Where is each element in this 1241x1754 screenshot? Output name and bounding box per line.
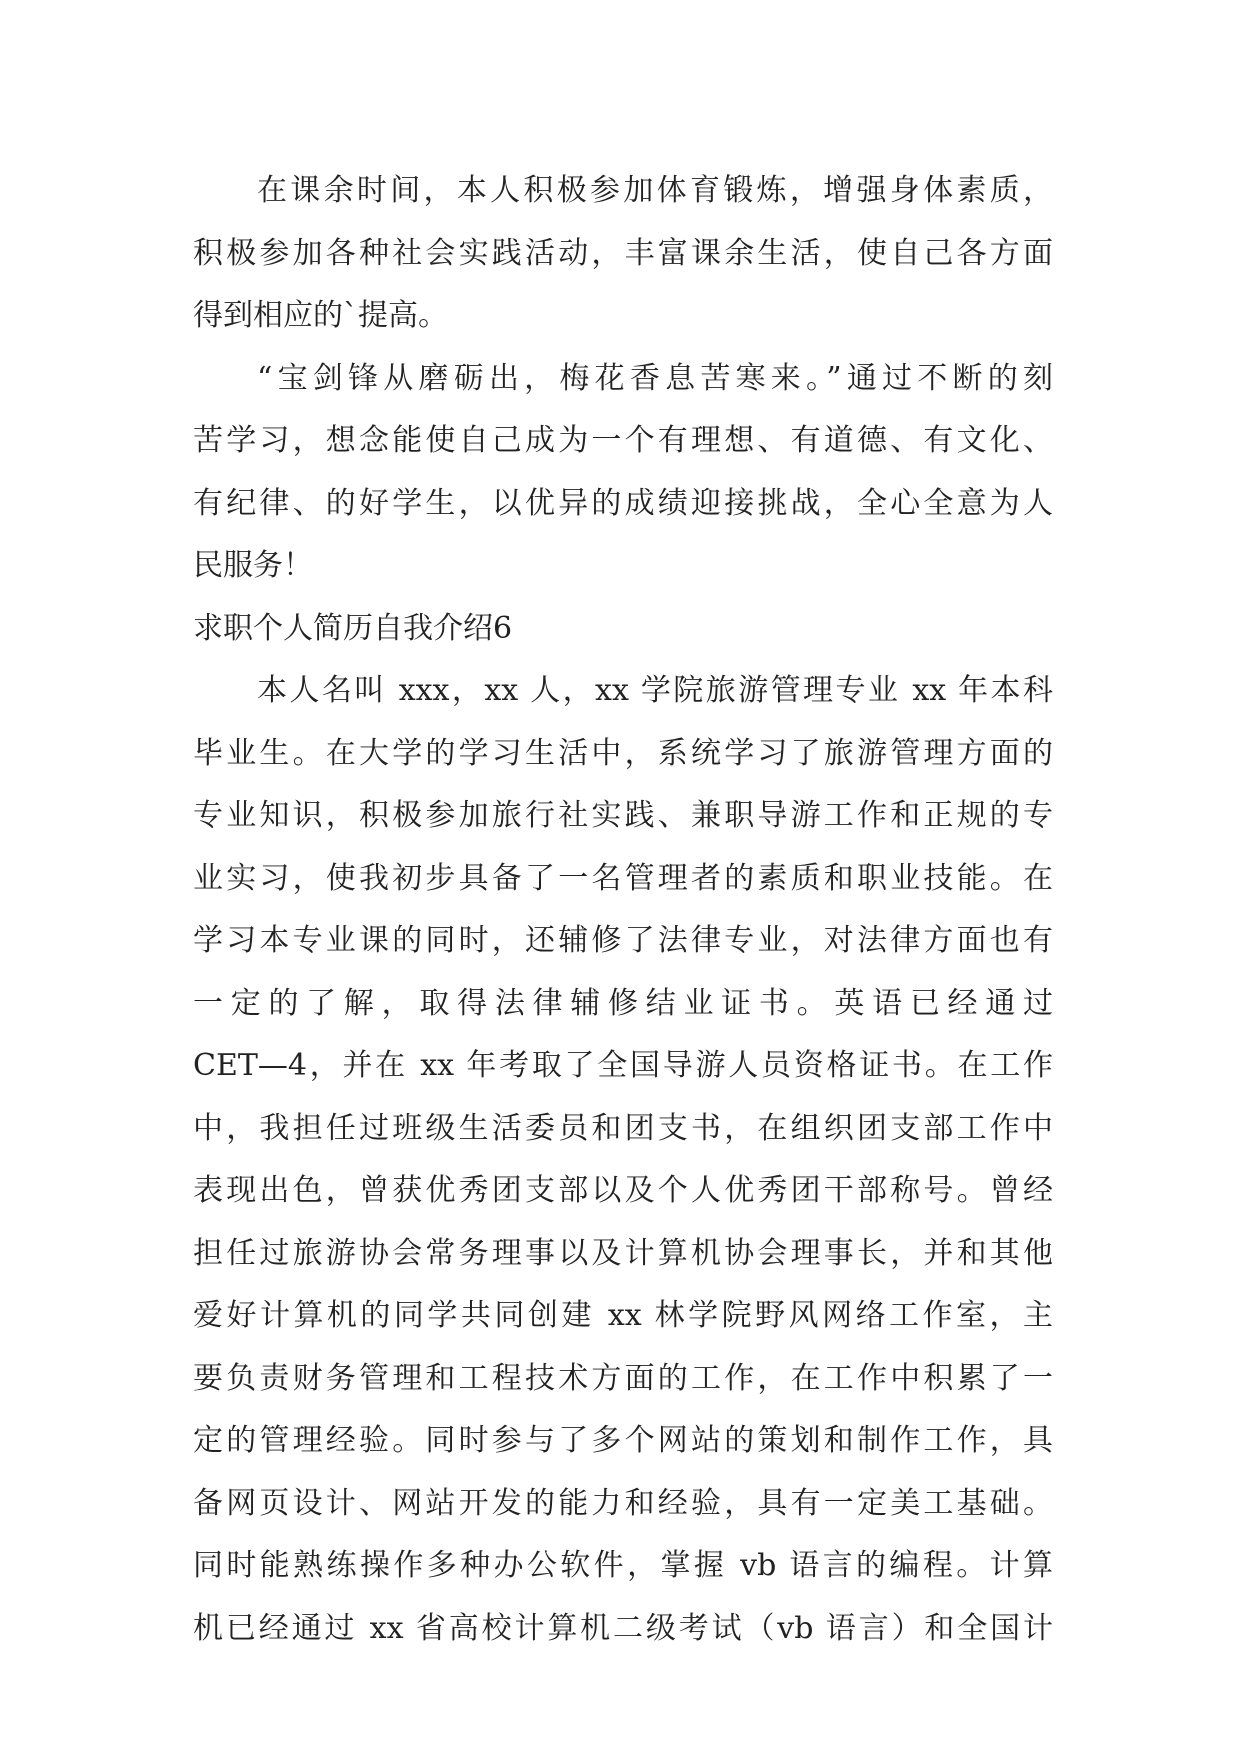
text-line: 积极参加各种社会实践活动，丰富课余生活，使自己各方面 — [193, 235, 1053, 271]
text-line: 爱好计算机的同学共同创建 xx 林学院野风网络工作室，主 — [193, 1298, 1053, 1333]
text-line: 要负责财务管理和工程技术方面的工作，在工作中积累了一 — [193, 1360, 1053, 1396]
text-line: 苦学习，想念能使自己成为一个有理想、有道德、有文化、 — [193, 423, 1053, 458]
text-line: 定的管理经验。同时参与了多个网站的策划和制作工作，具 — [193, 1423, 1053, 1458]
paragraph-extracurricular — [193, 160, 1053, 348]
text-line: 业实习，使我初步具备了一名管理者的素质和职业技能。在 — [193, 860, 1053, 896]
document-body — [193, 160, 1053, 1660]
text-line: 专业知识，积极参加旅行社实践、兼职导游工作和正规的专 — [193, 798, 1053, 833]
text-line: “宝剑锋从磨砺出，梅花香息苦寒来。”通过不断的刻 — [257, 360, 1053, 396]
text-line: 在课余时间，本人积极参加体育锻炼，增强身体素质， — [257, 173, 1053, 208]
text-line: 得到相应的`提高。 — [193, 298, 448, 333]
text-line: 一定的了解，取得法律辅修结业证书。英语已经通过 — [193, 985, 1053, 1021]
section-heading: 求职个人简历自我介绍6 — [193, 610, 513, 646]
paragraph-self-introduction — [193, 660, 1053, 1660]
text-line: 同时能熟练操作多种办公软件，掌握 vb 语言的编程。计算 — [193, 1548, 1053, 1583]
text-line: 学习本专业课的同时，还辅修了法律专业，对法律方面也有 — [193, 923, 1053, 958]
paragraph-motto — [193, 348, 1053, 598]
text-line: 民服务！ — [193, 548, 313, 583]
text-line: 担任过旅游协会常务理事以及计算机协会理事长，并和其他 — [193, 1235, 1053, 1271]
text-line: 中，我担任过班级生活委员和团支书，在组织团支部工作中 — [193, 1110, 1053, 1146]
text-line: 有纪律、的好学生，以优异的成绩迎接挑战，全心全意为人 — [193, 485, 1053, 521]
text-line: 表现出色，曾获优秀团支部以及个人优秀团干部称号。曾经 — [193, 1173, 1053, 1208]
text-line: CET—4，并在 xx 年考取了全国导游人员资格证书。在工作 — [193, 1048, 1053, 1083]
text-line: 毕业生。在大学的学习生活中，系统学习了旅游管理方面的 — [193, 735, 1053, 771]
text-line: 备网页设计、网站开发的能力和经验，具有一定美工基础。 — [193, 1485, 1053, 1521]
text-line: 机已经通过 xx 省高校计算机二级考试（vb 语言）和全国计 — [193, 1610, 1053, 1646]
text-line: 本人名叫 xxx，xx 人，xx 学院旅游管理专业 xx 年本科 — [257, 673, 1053, 708]
